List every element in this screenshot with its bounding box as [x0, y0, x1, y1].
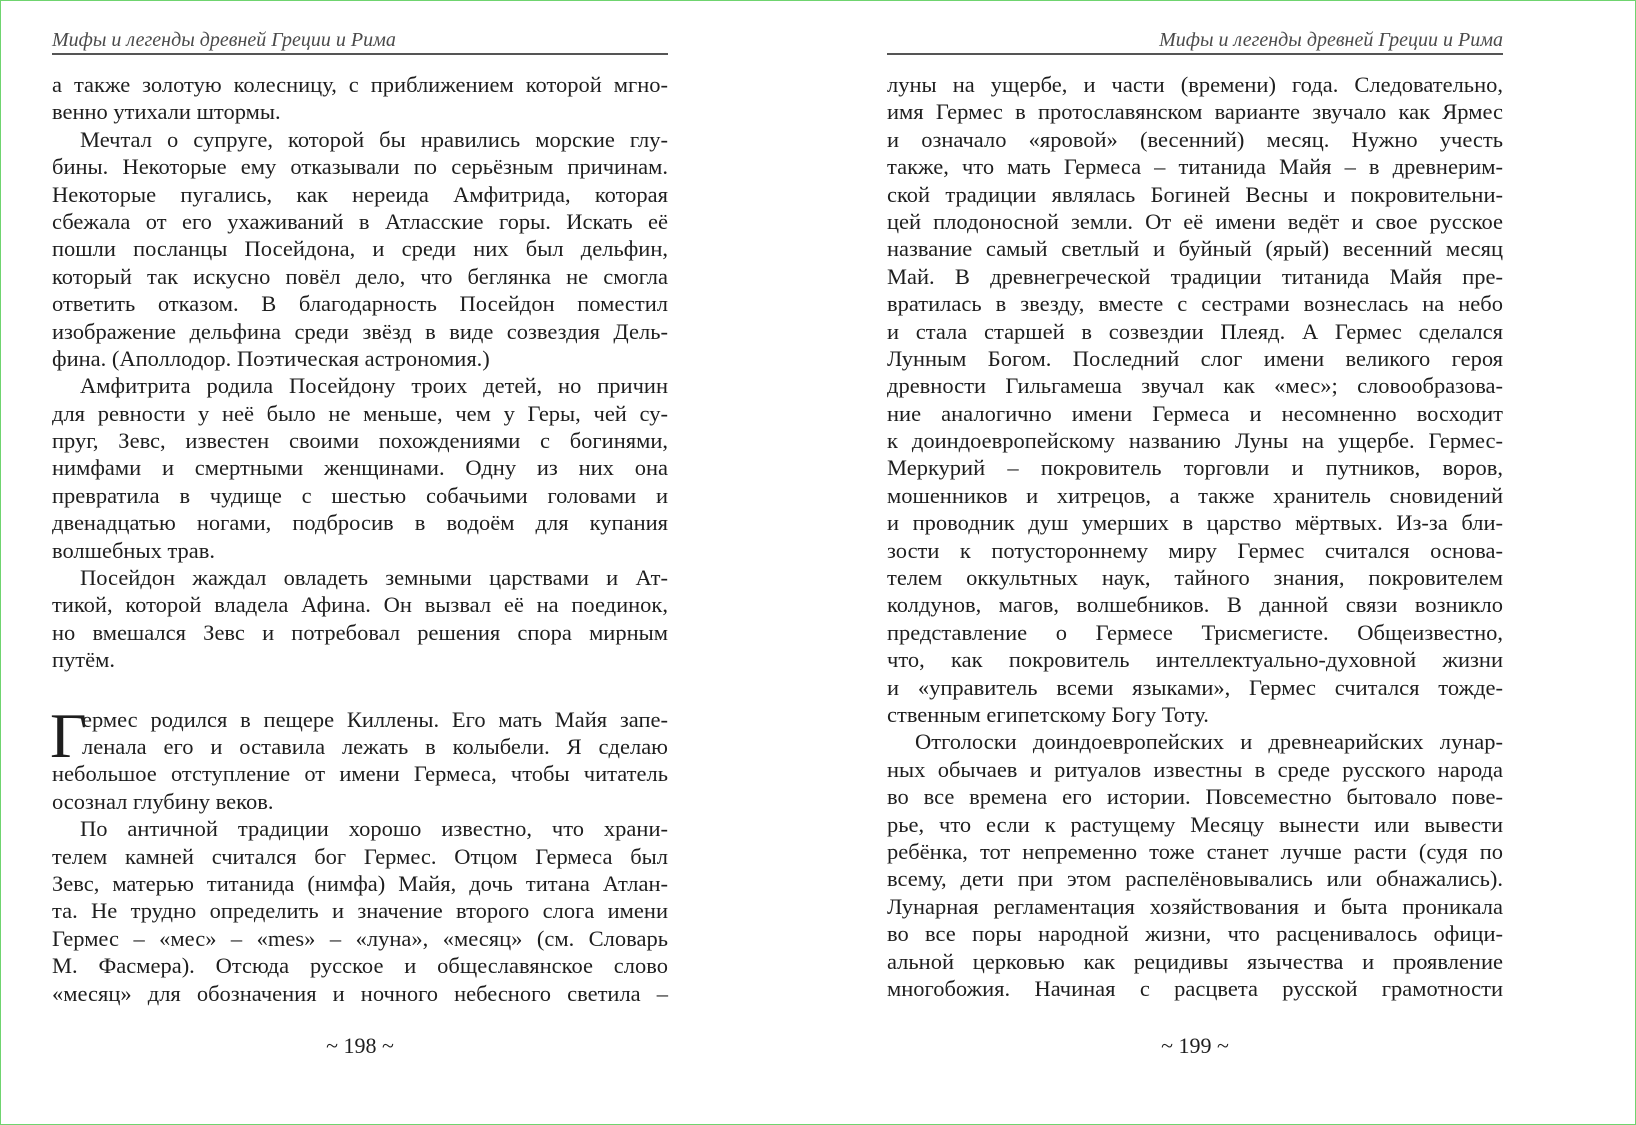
paragraph: [887, 71, 1503, 728]
text-line: телем камней считался бог Гермес. Отцом Гермеса был: [52, 843, 668, 869]
drop-cap: Г: [50, 699, 87, 771]
text-line: ние аналогично имени Гермеса и несомненно восходит: [887, 400, 1503, 426]
paragraph: [52, 126, 668, 373]
paragraph: [52, 372, 668, 564]
text-line: ственным египетскому Богу Тоту.: [887, 701, 1209, 727]
section-gap: [52, 674, 668, 706]
paragraph: [52, 564, 668, 674]
text-line: осознал глубину веков.: [52, 788, 274, 814]
text-line: Некоторые пугались, как нереида Амфитрида, которая: [52, 181, 668, 207]
text-line: альной церковью как рецидивы язычества и проявление: [887, 948, 1503, 974]
left-page: [52, 0, 668, 1125]
text-line: и «управитель всеми языками», Гермес считался тожде-: [887, 674, 1503, 700]
text-line: бины. Некоторые ему отказывали по серьёзным причинам.: [52, 154, 668, 180]
text-line: во все поры народной жизни, что расценивалось офици-: [887, 921, 1503, 947]
text-line: для ревности у неё было не меньше, чем у Геры, чей су-: [52, 400, 668, 426]
text-line: Гермес – «мес» – «mes» – «луна», «месяц» (см. Словарь: [52, 925, 668, 951]
text-line: колдунов, магов, волшебников. В данной связи возникло: [887, 592, 1503, 618]
text-line: также, что мать Гермеса – титанида Майя – в древнерим-: [887, 154, 1503, 180]
text-line: Амфитрита родила Посейдону троих детей, но причин: [80, 373, 668, 399]
text-line: Лунарная регламентация хозяйствования и быта проникала: [887, 893, 1503, 919]
text-line: вратилась в звезду, вместе с сестрами вознеслась на небо: [887, 291, 1503, 317]
paragraph: [50, 699, 668, 816]
text-line: М. Фасмера). Отсюда русское и общеславянское слово: [52, 953, 668, 979]
text-line: многобожия. Начиная с расцвета русской грамотности: [887, 975, 1503, 1001]
text-line: путём.: [52, 647, 115, 673]
text-line: Посейдон жаждал овладеть земными царствами и Ат-: [80, 565, 668, 591]
text-line: нимфами и смертными женщинами. Одну из них она: [52, 455, 668, 481]
text-line: который так искусно повёл дело, что беглянка не смогла: [52, 263, 668, 289]
text-line: та. Не трудно определить и значение второго слога имени: [52, 898, 668, 924]
text-line: пруг, Зевс, известен своими похождениями с богинями,: [52, 428, 668, 454]
text-line: а также золотую колесницу, с приближением которой мгно-: [52, 72, 668, 97]
text-line: всему, дети при этом распелёновывались или обнажались).: [887, 866, 1503, 892]
page-number: ~ 198 ~: [326, 1033, 394, 1058]
text-line: имя Гермес в протославянском варианте звучало как Ярмес: [887, 99, 1503, 125]
text-line: сбежала от его ухаживаний в Атласские горы. Искать её: [52, 208, 668, 234]
text-line: к доиндоевропейскому названию Луны на ущербе. Гермес-: [887, 428, 1503, 454]
text-line: ермес родился в пещере Киллены. Его мать Майя запе-: [82, 706, 668, 732]
text-line: телем оккультных наук, тайного знания, покровителем: [887, 565, 1503, 591]
text-line: но вмешался Зевс и потребовал решения спора мирным: [52, 619, 668, 645]
text-line: во все времена его истории. Повсеместно бытовало пове-: [887, 784, 1503, 810]
text-line: цей плодоносной земли. От её имени ведёт и свое русское: [887, 208, 1503, 234]
text-line: По античной традиции хорошо известно, что храни-: [80, 816, 668, 842]
text-line: Меркурий – покровитель торговли и путников, воров,: [887, 455, 1503, 481]
text-line: фина. (Аполлодор. Поэтическая астрономия.): [52, 345, 490, 371]
page-body: [887, 71, 1503, 1002]
text-line: «месяц» для обозначения и ночного небесного светила –: [52, 980, 668, 1006]
running-header: Мифы и легенды древней Греции и Рима: [52, 29, 668, 55]
text-line: ных обычаев и ритуалов известны в среде русского народа: [887, 756, 1503, 782]
text-line: ребёнка, тот непременно тоже станет лучше расти (судя по: [887, 838, 1503, 864]
text-line: небольшое отступление от имени Гермеса, чтобы читатель: [52, 761, 668, 787]
page-body: [52, 71, 668, 1007]
text-line: и проводник душ умерших в царство мёртвых. Из-за бли-: [887, 510, 1503, 536]
text-line: Лунным Богом. Последний слог имени великого героя: [887, 345, 1503, 371]
text-line: Май. В древнегреческой традиции титанида Майя пре-: [887, 263, 1503, 289]
text-line: Мечтал о супруге, которой бы нравились морские глу-: [80, 126, 668, 152]
text-line: древности Гильгамеша звучал как «мес»; словообразова-: [887, 373, 1503, 399]
text-line: ской традиции являлась Богиней Весны и покровительни-: [887, 181, 1503, 207]
text-line: ответить отказом. В благодарность Посейдон поместил: [52, 291, 668, 317]
text-line: волшебных трав.: [52, 537, 216, 563]
right-page: [887, 0, 1503, 1125]
text-line: зости к потустороннему миру Гермес считался основа-: [887, 537, 1503, 563]
text-line: пошли посланцы Посейдона, и среди них был дельфин,: [52, 236, 668, 262]
paragraph: [52, 71, 668, 126]
text-line: что, как покровитель интеллектуально-духовной жизни: [887, 647, 1503, 673]
paragraph: [52, 815, 668, 1007]
text-line: превратила в чудище с шестью собачьими головами и: [52, 482, 668, 508]
text-line: венно утихали штормы.: [52, 99, 281, 125]
text-line: и означало «яровой» (весенний) месяц. Нужно учесть: [887, 126, 1503, 152]
text-line: ленала его и оставила лежать в колыбели. Я сделаю: [82, 733, 668, 759]
running-header: Мифы и легенды древней Греции и Рима: [887, 29, 1503, 55]
text-line: двенадцатью ногами, подбросив в водоём для купания: [52, 510, 668, 536]
text-line: название самый светлый и буйный (ярый) весенний месяц: [887, 236, 1503, 262]
text-line: тикой, которой владела Афина. Он вызвал её на поединок,: [52, 592, 668, 618]
text-line: мошенников и хитрецов, а также хранитель сновидений: [887, 482, 1503, 508]
paragraph: [887, 728, 1503, 1002]
text-line: Отголоски доиндоевропейских и древнеарийских лунар-: [915, 729, 1503, 755]
text-line: представление о Гермесе Трисмегисте. Общеизвестно,: [887, 619, 1503, 645]
text-line: изображение дельфина среди звёзд в виде созвездия Дель-: [52, 318, 668, 344]
page-number: ~ 199 ~: [1161, 1033, 1229, 1058]
text-line: Зевс, матерью титанида (нимфа) Майя, дочь титана Атлан-: [52, 870, 668, 896]
text-line: рье, что если к растущему Месяцу вынести или вывести: [887, 811, 1503, 837]
text-line: луны на ущербе, и части (времени) года. Следовательно,: [887, 72, 1503, 97]
text-line: и стала старшей в созвездии Плеяд. А Гермес сделался: [887, 318, 1503, 344]
